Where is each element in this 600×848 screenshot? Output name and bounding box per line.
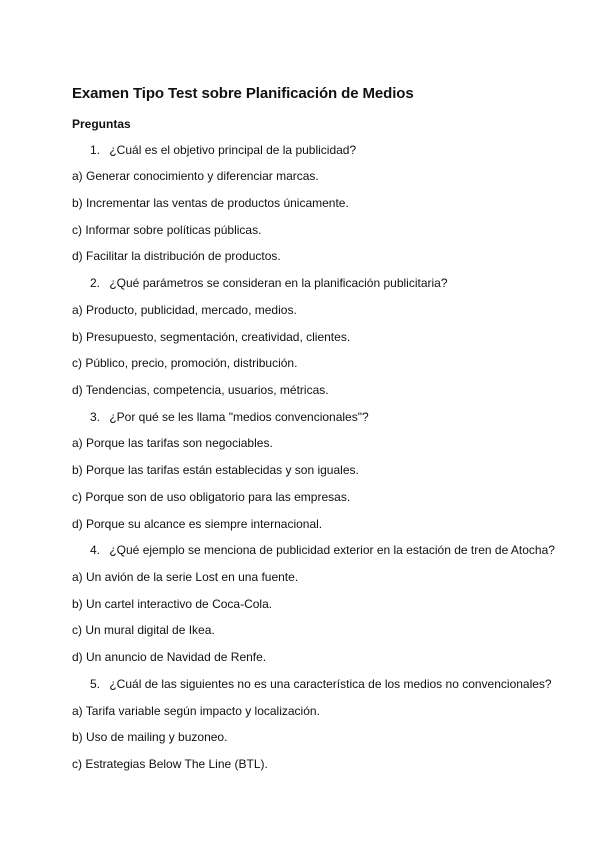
option-3c: c) Porque son de uso obligatorio para las empresas. [72, 490, 351, 504]
question-3 [90, 410, 369, 424]
question-2 [90, 276, 448, 290]
question-1 [90, 143, 356, 157]
option-4a: a) Un avión de la serie Lost en una fuente. [72, 570, 299, 584]
option-2d: d) Tendencias, competencia, usuarios, métricas. [72, 383, 329, 397]
option-2c: c) Público, precio, promoción, distribución. [72, 356, 298, 370]
option-1a: a) Generar conocimiento y diferenciar marcas. [72, 169, 319, 183]
option-3b: b) Porque las tarifas están establecidas y son iguales. [72, 463, 359, 477]
document-title: Examen Tipo Test sobre Planificación de Medios [72, 85, 414, 102]
question-4 [90, 543, 555, 557]
question-number: 4. [90, 543, 101, 557]
question-number: 2. [90, 276, 101, 290]
question-number: 1. [90, 143, 101, 157]
question-text: ¿Por qué se les llama "medios convencionales"? [109, 410, 369, 424]
option-2a: a) Producto, publicidad, mercado, medios. [72, 303, 297, 317]
question-text: ¿Cuál de las siguientes no es una característica de los medios no convencionales? [109, 677, 552, 691]
option-5a: a) Tarifa variable según impacto y localización. [72, 704, 320, 718]
question-5 [90, 677, 552, 691]
question-number: 5. [90, 677, 101, 691]
question-text: ¿Cuál es el objetivo principal de la publicidad? [109, 143, 357, 157]
option-1b: b) Incrementar las ventas de productos únicamente. [72, 196, 349, 210]
option-1d: d) Facilitar la distribución de productos. [72, 249, 281, 263]
option-5c: c) Estrategias Below The Line (BTL). [72, 757, 268, 771]
option-2b: b) Presupuesto, segmentación, creatividad, clientes. [72, 330, 351, 344]
option-3d: d) Porque su alcance es siempre internacional. [72, 517, 323, 531]
option-3a: a) Porque las tarifas son negociables. [72, 436, 273, 450]
option-1c: c) Informar sobre políticas públicas. [72, 223, 262, 237]
option-4b: b) Un cartel interactivo de Coca-Cola. [72, 597, 273, 611]
option-4c: c) Un mural digital de Ikea. [72, 623, 215, 637]
question-text: ¿Qué ejemplo se menciona de publicidad exterior en la estación de tren de Atocha? [109, 543, 555, 557]
option-4d: d) Un anuncio de Navidad de Renfe. [72, 650, 267, 664]
question-text: ¿Qué parámetros se consideran en la planificación publicitaria? [109, 276, 448, 290]
option-5b: b) Uso de mailing y buzoneo. [72, 730, 228, 744]
section-heading: Preguntas [72, 117, 131, 131]
question-number: 3. [90, 410, 101, 424]
